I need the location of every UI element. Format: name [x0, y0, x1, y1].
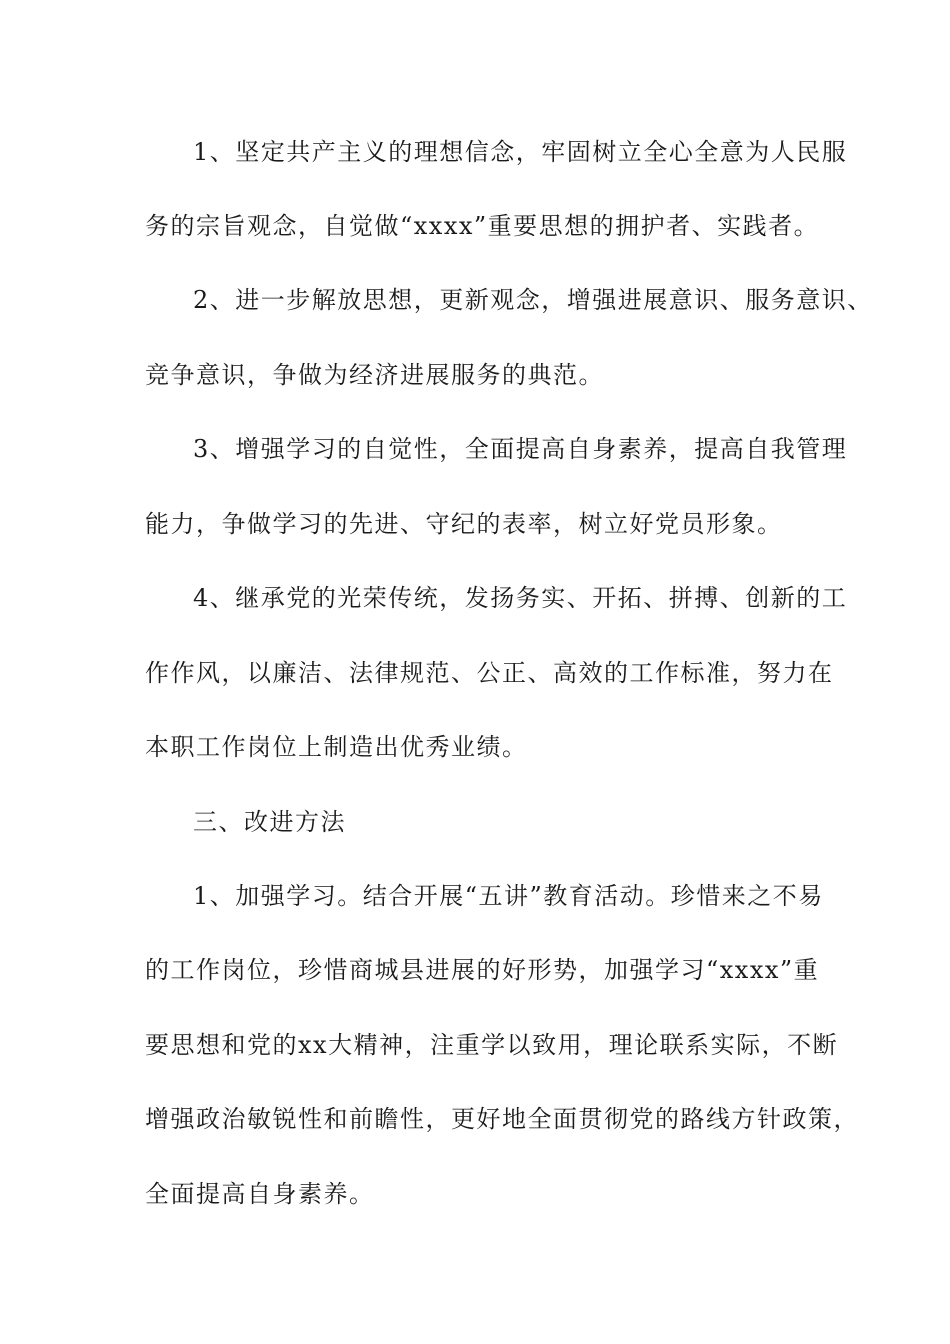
paragraph-5-line-5: 全面提高自身素养。 [145, 1180, 375, 1208]
paragraph-5-line-2: 的工作岗位，珍惜商城县进展的好形势，加强学习“xxxx”重 [145, 956, 820, 984]
paragraph-5-line-4: 增强政治敏锐性和前瞻性，更好地全面贯彻党的路线方针政策， [145, 1105, 859, 1133]
paragraph-1-line-1: 1、坚定共产主义的理想信念，牢固树立全心全意为人民服 [193, 138, 848, 166]
paragraph-2-line-1: 2、进一步解放思想，更新观念，增强进展意识、服务意识、 [193, 286, 873, 314]
section-heading: 三、改进方法 [193, 808, 346, 836]
paragraph-3-line-2: 能力，争做学习的先进、守纪的表率，树立好党员形象。 [145, 510, 783, 538]
paragraph-4-line-2: 作作风，以廉洁、法律规范、公正、高效的工作标准，努力在 [145, 659, 834, 687]
paragraph-5-line-3: 要思想和党的xx大精神，注重学以致用，理论联系实际，不断 [145, 1031, 839, 1059]
paragraph-1-line-2: 务的宗旨观念，自觉做“xxxx”重要思想的拥护者、实践者。 [145, 212, 820, 240]
paragraph-3-line-1: 3、增强学习的自觉性，全面提高自身素养，提高自我管理 [193, 435, 848, 463]
paragraph-4-line-1: 4、继承党的光荣传统，发扬务实、开拓、拼搏、创新的工 [193, 584, 848, 612]
paragraph-4-line-3: 本职工作岗位上制造出优秀业绩。 [145, 733, 528, 761]
paragraph-2-line-2: 竞争意识，争做为经济进展服务的典范。 [145, 361, 604, 389]
paragraph-5-line-1: 1、加强学习。结合开展“五讲”教育活动。珍惜来之不易 [193, 882, 824, 910]
